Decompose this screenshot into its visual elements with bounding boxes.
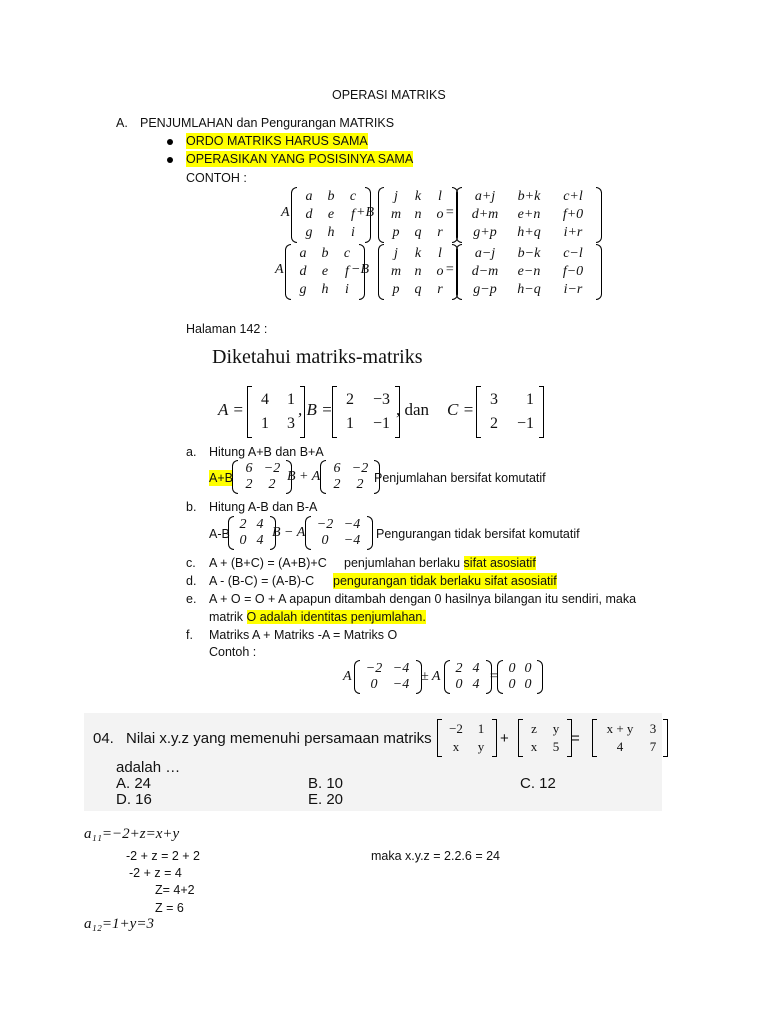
matrix-cell: 3 bbox=[287, 415, 295, 432]
item-c-text: A + (B+C) = (A+B)+C bbox=[209, 556, 327, 570]
section-a-letter: A. bbox=[116, 116, 128, 130]
matrix-cell: f bbox=[345, 264, 349, 279]
matrix-cell: 4 bbox=[256, 517, 264, 532]
solution-maka: maka x.y.z = 2.2.6 = 24 bbox=[371, 849, 501, 863]
minus-b: −B bbox=[351, 262, 370, 277]
matrix-cell: c bbox=[343, 246, 351, 261]
matrix-cell: 2 bbox=[245, 477, 253, 492]
matrix-cell: e bbox=[327, 207, 335, 222]
bullet-icon bbox=[167, 139, 173, 145]
matrix-cell: 2 bbox=[490, 415, 498, 432]
item-c-note: penjumlahan berlaku sifat asosiatif bbox=[344, 556, 536, 570]
matrix-cell: g bbox=[305, 225, 313, 240]
matrix-cell: k bbox=[414, 189, 422, 204]
matrix-cell: b bbox=[321, 246, 329, 261]
question-text: Nilai x.y.z yang memenuhi persamaan matriks bbox=[126, 730, 432, 747]
item-f-eq: = bbox=[489, 669, 499, 684]
item-f-matrix3 bbox=[497, 660, 543, 694]
item-f-contoh: Contoh : bbox=[209, 645, 257, 659]
matrix-cell: a+j bbox=[474, 189, 496, 204]
contoh-label: CONTOH : bbox=[186, 171, 247, 185]
matrix-cell: 3 bbox=[490, 391, 498, 408]
matrix-cell: b−k bbox=[517, 246, 541, 261]
matrix-cell: a bbox=[299, 246, 307, 261]
item-e-line2: matrik O adalah identitas penjumlahan. bbox=[209, 610, 426, 624]
matrix-cell: h bbox=[321, 282, 329, 297]
matrix-cell: p bbox=[392, 225, 400, 240]
matrix-cell: m bbox=[390, 264, 402, 279]
matrix-cell: l bbox=[438, 189, 442, 204]
item-a-letter: a. bbox=[186, 445, 197, 459]
equals-sign: = bbox=[445, 205, 455, 220]
matrix-cell: 2 bbox=[239, 517, 247, 532]
matrix-cell: f+0 bbox=[562, 207, 584, 222]
book-heading: Diketahui matriks-matriks bbox=[212, 346, 423, 368]
question-adalah: adalah … bbox=[116, 759, 181, 776]
matrix-cell: b+k bbox=[517, 189, 541, 204]
bullet-icon bbox=[167, 157, 173, 163]
matrix-cell: x bbox=[530, 739, 538, 754]
matrix-cell: g−p bbox=[473, 282, 497, 297]
matrix-cell: z bbox=[531, 721, 537, 736]
item-a-matrix1 bbox=[232, 460, 292, 494]
matrix-cell: l bbox=[438, 246, 442, 261]
matrix-cell: 7 bbox=[649, 739, 657, 754]
matrix-cell: −1 bbox=[372, 415, 390, 432]
matrix-cell: c−l bbox=[563, 246, 583, 261]
matrix-cell: i bbox=[345, 282, 349, 297]
option-b: B. 10 bbox=[308, 775, 344, 792]
matrix-cell: c+l bbox=[563, 189, 583, 204]
matrix-cell: 1 bbox=[287, 391, 295, 408]
book-matrix-a bbox=[247, 386, 305, 438]
matrix-cell: 5 bbox=[552, 739, 560, 754]
item-b-prefix: A-B bbox=[209, 527, 230, 541]
plus-b: +B bbox=[356, 205, 375, 220]
matrix-cell: g bbox=[299, 282, 307, 297]
matrix-cell: g+p bbox=[473, 225, 497, 240]
matrix-cell: d bbox=[299, 264, 307, 279]
option-d: D. 16 bbox=[116, 791, 152, 808]
matrix-cell: j bbox=[394, 246, 398, 261]
matrix-cell: f−0 bbox=[562, 264, 584, 279]
matrix-cell: −2 bbox=[365, 661, 383, 676]
item-d-letter: d. bbox=[186, 574, 197, 588]
solution-line1: -2 + z = 2 + 2 bbox=[126, 849, 201, 863]
matrix-cell: e bbox=[321, 264, 329, 279]
matrix-cell: 2 bbox=[333, 477, 341, 492]
item-f-letter: f. bbox=[186, 628, 193, 642]
item-f-matrix1 bbox=[354, 660, 422, 694]
var-a: A bbox=[281, 205, 290, 220]
matrix-cell: 4 bbox=[261, 391, 269, 408]
item-b-matrix1 bbox=[228, 516, 276, 550]
matrix-cell: 0 bbox=[524, 661, 532, 676]
matrix-cell: j bbox=[394, 189, 398, 204]
matrix-cell: y bbox=[477, 739, 485, 754]
matrix-cell: i bbox=[351, 225, 355, 240]
question-matrix1 bbox=[437, 719, 497, 757]
book-b-label: , B = bbox=[298, 400, 333, 419]
matrix-cell: 1 bbox=[261, 415, 269, 432]
matrix-cell: a−j bbox=[474, 246, 496, 261]
book-matrix-c bbox=[476, 386, 544, 438]
item-b-note: Pengurangan tidak bersifat komutatif bbox=[376, 527, 580, 541]
section-a-heading: PENJUMLAHAN dan Pengurangan MATRIKS bbox=[140, 116, 395, 130]
matrix-cell: h+q bbox=[517, 225, 541, 240]
matrix-cell: 2 bbox=[455, 661, 463, 676]
question-matrix3 bbox=[592, 719, 668, 757]
matrix-cell: 3 bbox=[649, 721, 657, 736]
matrix-cell: 0 bbox=[508, 661, 516, 676]
matrix-cell: n bbox=[414, 207, 422, 222]
matrix-cell: o bbox=[436, 264, 444, 279]
matrix-cell: q bbox=[414, 225, 422, 240]
item-f-pm: ± A bbox=[421, 669, 441, 684]
matrix-cell: 1 bbox=[346, 415, 354, 432]
equals-sign: = bbox=[445, 262, 455, 277]
matrix-cell: b bbox=[327, 189, 335, 204]
matrix-cell: −1 bbox=[516, 415, 534, 432]
matrix-cell: r bbox=[437, 282, 443, 297]
solution-a12: a₁₂=1+y=3 bbox=[84, 916, 154, 932]
matrix-diff-result bbox=[456, 244, 602, 300]
matrix-cell: 4 bbox=[616, 739, 624, 754]
matrix-cell: x + y bbox=[606, 721, 634, 736]
item-a-matrix2 bbox=[320, 460, 380, 494]
book-dan: , dan bbox=[396, 400, 430, 419]
matrix-cell: i−r bbox=[563, 282, 583, 297]
item-b-op: B − A bbox=[272, 525, 306, 540]
solution-a11: a₁₁=−2+z=x+y bbox=[84, 826, 180, 842]
matrix-cell: 1 bbox=[526, 391, 534, 408]
question-number: 04. bbox=[93, 730, 114, 747]
matrix-cell: h−q bbox=[517, 282, 541, 297]
matrix-cell: p bbox=[392, 282, 400, 297]
matrix-cell: e+n bbox=[517, 207, 541, 222]
matrix-cell: 4 bbox=[472, 661, 480, 676]
matrix-cell: n bbox=[414, 264, 422, 279]
matrix-cell: −3 bbox=[372, 391, 390, 408]
matrix-cell: c bbox=[349, 189, 357, 204]
matrix-cell: −4 bbox=[343, 517, 361, 532]
matrix-cell: −2 bbox=[449, 721, 463, 736]
item-a-prefix: A+B bbox=[209, 471, 233, 485]
bullet-posisi: OPERASIKAN YANG POSISINYA SAMA bbox=[186, 152, 414, 166]
matrix-cell: 2 bbox=[356, 477, 364, 492]
book-matrix-b bbox=[332, 386, 400, 438]
item-c-letter: c. bbox=[186, 556, 196, 570]
matrix-cell: f bbox=[351, 207, 355, 222]
item-a-op: B + A bbox=[287, 469, 321, 484]
question-eq: = bbox=[571, 730, 580, 747]
matrix-cell: e−n bbox=[517, 264, 541, 279]
question-plus: + bbox=[500, 730, 509, 747]
matrix-cell: 0 bbox=[508, 677, 516, 692]
matrix-cell: −2 bbox=[351, 461, 369, 476]
matrix-cell: 0 bbox=[370, 677, 378, 692]
matrix-cell: 6 bbox=[245, 461, 253, 476]
item-e-line1: A + O = O + A apapun ditambah dengan 0 hasilnya bilangan itu sendiri, maka bbox=[209, 592, 637, 606]
matrix-cell: d bbox=[305, 207, 313, 222]
matrix-cell: −4 bbox=[392, 677, 410, 692]
item-b-matrix2 bbox=[305, 516, 373, 550]
question-matrix2 bbox=[518, 719, 572, 757]
book-c-label: C = bbox=[447, 400, 475, 419]
halaman-label: Halaman 142 : bbox=[186, 322, 268, 336]
matrix-cell: 4 bbox=[472, 677, 480, 692]
matrix-cell: −4 bbox=[343, 533, 361, 548]
matrix-cell: 0 bbox=[321, 533, 329, 548]
matrix-cell: 2 bbox=[346, 391, 354, 408]
item-b-letter: b. bbox=[186, 500, 197, 514]
option-a: A. 24 bbox=[116, 775, 152, 792]
option-c: C. 12 bbox=[520, 775, 556, 792]
matrix-cell: q bbox=[414, 282, 422, 297]
item-a-text: Hitung A+B dan B+A bbox=[209, 445, 324, 459]
item-f-a: A bbox=[343, 669, 352, 684]
matrix-cell: o bbox=[436, 207, 444, 222]
matrix-cell: y bbox=[552, 721, 560, 736]
matrix-cell: 0 bbox=[239, 533, 247, 548]
item-d-text: A - (B-C) = (A-B)-C bbox=[209, 574, 315, 588]
matrix-cell: k bbox=[414, 246, 422, 261]
matrix-sum-result bbox=[456, 187, 602, 243]
option-e: E. 20 bbox=[308, 791, 344, 808]
var-a: A bbox=[275, 262, 284, 277]
matrix-cell: r bbox=[437, 225, 443, 240]
item-f-matrix2 bbox=[444, 660, 492, 694]
matrix-cell: 0 bbox=[455, 677, 463, 692]
matrix-cell: 4 bbox=[256, 533, 264, 548]
item-f-text: Matriks A + Matriks -A = Matriks O bbox=[209, 628, 398, 642]
book-a-label: A = bbox=[218, 400, 244, 419]
bullet-ordo: ORDO MATRIKS HARUS SAMA bbox=[186, 134, 368, 148]
matrix-cell: d−m bbox=[471, 264, 499, 279]
solution-line3: Z= 4+2 bbox=[155, 883, 195, 897]
matrix-cell: 0 bbox=[524, 677, 532, 692]
matrix-cell: −2 bbox=[316, 517, 334, 532]
matrix-cell: 2 bbox=[268, 477, 276, 492]
item-b-text: Hitung A-B dan B-A bbox=[209, 500, 318, 514]
matrix-cell: 6 bbox=[333, 461, 341, 476]
matrix-cell: m bbox=[390, 207, 402, 222]
page-title: OPERASI MATRIKS bbox=[332, 88, 446, 102]
matrix-cell: d+m bbox=[471, 207, 499, 222]
item-a-note: Penjumlahan bersifat komutatif bbox=[374, 471, 546, 485]
matrix-cell: h bbox=[327, 225, 335, 240]
matrix-cell: −2 bbox=[263, 461, 281, 476]
item-e-letter: e. bbox=[186, 592, 197, 606]
solution-line2: -2 + z = 4 bbox=[129, 866, 182, 880]
matrix-cell: 1 bbox=[477, 721, 485, 736]
matrix-cell: x bbox=[452, 739, 460, 754]
solution-line4: Z = 6 bbox=[155, 901, 184, 915]
matrix-cell: −4 bbox=[392, 661, 410, 676]
matrix-cell: a bbox=[305, 189, 313, 204]
matrix-cell: i+r bbox=[563, 225, 583, 240]
item-d-note: pengurangan tidak berlaku sifat asosiatif bbox=[333, 574, 557, 588]
